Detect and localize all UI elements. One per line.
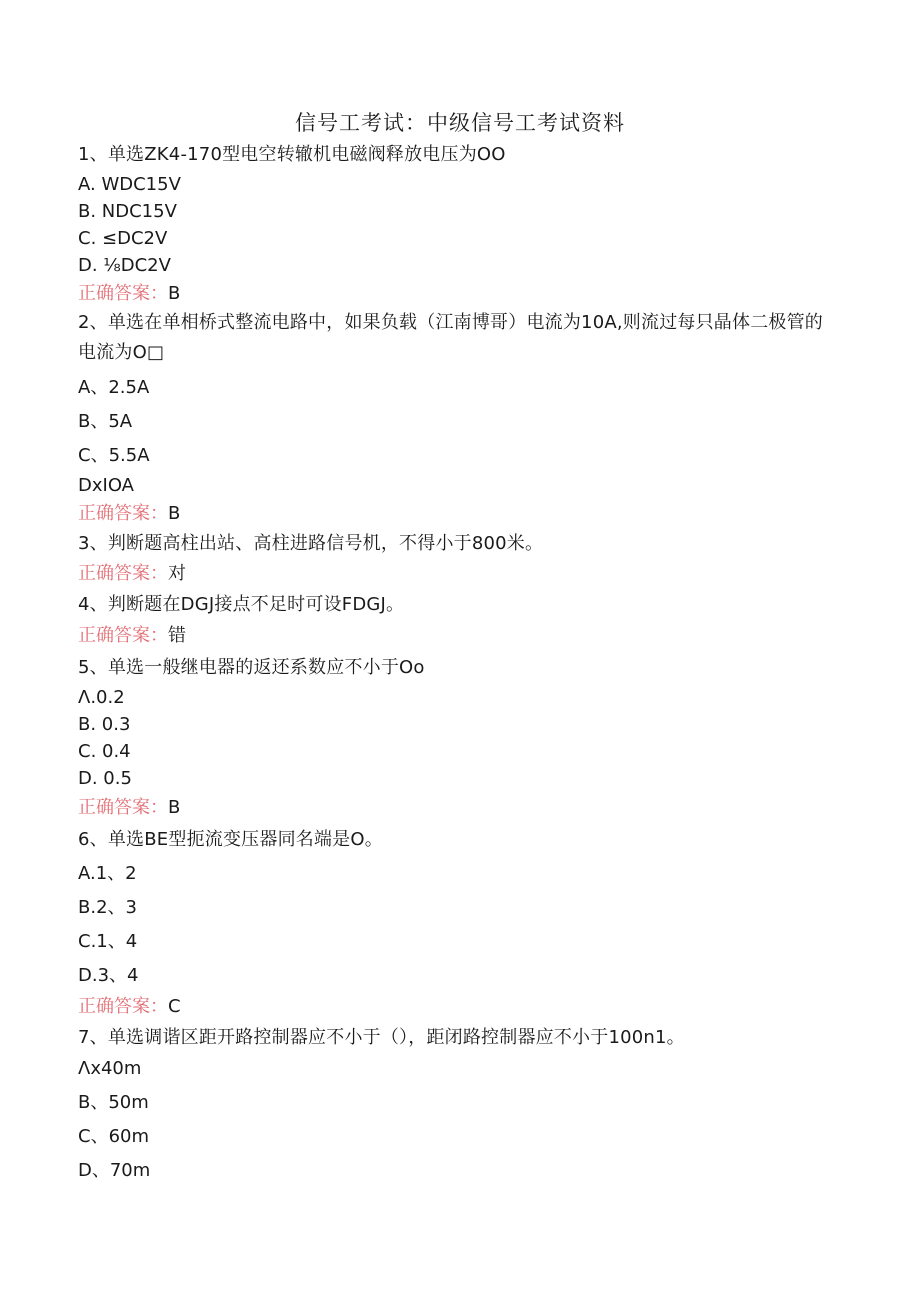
question-6-option-b: B.2、3 (78, 897, 137, 918)
question-1-option-a: A. WDC15V (78, 174, 181, 195)
question-2-option-c: C、5.5A (78, 445, 150, 466)
question-2-answer (78, 502, 180, 526)
question-6-text: 6、单选BE型扼流变压器同名端是O。 (78, 829, 383, 850)
question-5-option-b: B. 0.3 (78, 714, 131, 735)
answer-label: 正确答案： (78, 503, 168, 524)
question-4-answer (78, 624, 186, 648)
answer-value: B (168, 503, 181, 524)
question-1-answer (78, 282, 180, 306)
document-title: 信号工考试：中级信号工考试资料 (295, 111, 625, 135)
question-2-option-a: A、2.5A (78, 377, 150, 398)
answer-label: 正确答案： (78, 563, 168, 584)
question-7-option-b: B、50m (78, 1092, 149, 1113)
question-7-option-d: D、70m (78, 1160, 151, 1181)
question-5-option-a: Λ.0.2 (78, 687, 125, 708)
answer-label: 正确答案： (78, 996, 168, 1017)
question-1-option-c: C. ≤DC2V (78, 228, 168, 249)
question-5-option-c: C. 0.4 (78, 741, 131, 762)
answer-label: 正确答案： (78, 283, 168, 304)
question-3-text: 3、判断题高柱出站、高柱进路信号机，不得小于800米。 (78, 533, 544, 554)
question-5-text: 5、单选一般继电器的返还系数应不小于Oo (78, 657, 425, 678)
question-1-option-d: D. ⅛DC2V (78, 255, 171, 276)
answer-value: B (168, 283, 181, 304)
question-6-option-d: D.3、4 (78, 965, 139, 986)
answer-value: 错 (168, 625, 186, 646)
question-4-text: 4、判断题在DGJ接点不足时可设FDGJ。 (78, 594, 405, 615)
question-2-text: 2、单选在单相桥式整流电路中，如果负载（江南博哥）电流为10A,则流过每只晶体二极管的电流为O□ (78, 312, 823, 363)
answer-value: B (168, 797, 181, 818)
question-7-option-c: C、60m (78, 1126, 150, 1147)
answer-label: 正确答案： (78, 797, 168, 818)
question-2-option-b: B、5A (78, 411, 133, 432)
question-7-text: 7、单选调谐区距开路控制器应不小于（），距闭路控制器应不小于100n1。 (78, 1027, 685, 1048)
question-7-option-a: Λx40m (78, 1058, 142, 1079)
question-2-option-d: DxIOA (78, 475, 134, 496)
question-6-answer (78, 995, 181, 1019)
answer-label: 正确答案： (78, 625, 168, 646)
question-1-option-b: B. NDC15V (78, 201, 177, 222)
question-6-option-a: A.1、2 (78, 863, 137, 884)
question-5-answer (78, 796, 180, 820)
question-3-answer (78, 562, 186, 586)
question-6-option-c: C.1、4 (78, 931, 138, 952)
answer-value: C (168, 996, 181, 1017)
answer-value: 对 (168, 563, 186, 584)
question-5-option-d: D. 0.5 (78, 768, 132, 789)
question-1-text: 1、单选ZK4-170型电空转辙机电磁阀释放电压为OO (78, 144, 506, 165)
